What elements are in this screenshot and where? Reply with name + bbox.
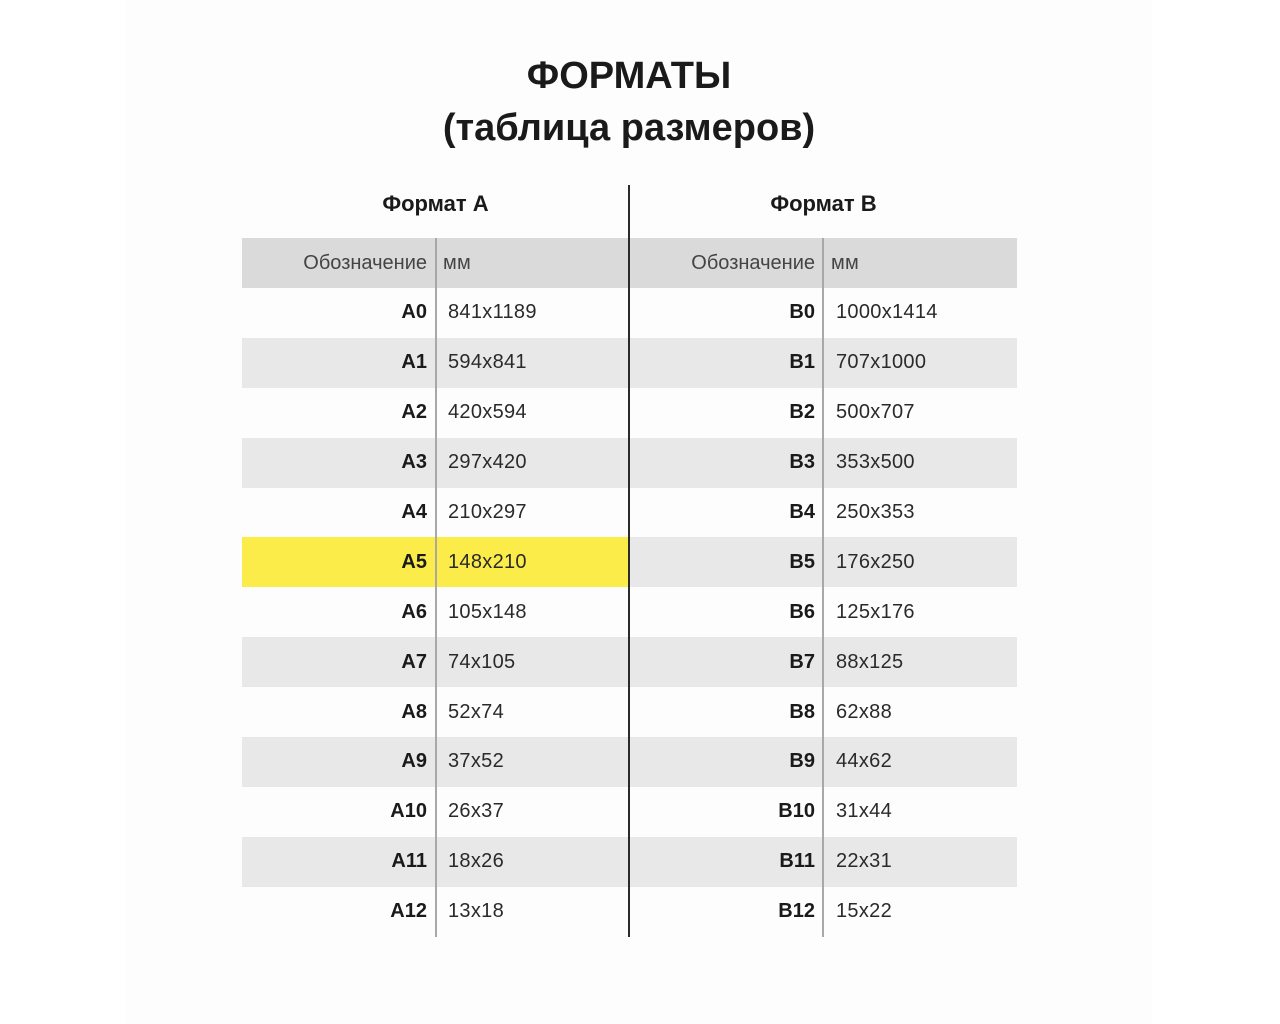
- format-code: B9: [789, 750, 815, 773]
- format-size: 52x74: [448, 700, 504, 723]
- format-size: 1000x1414: [836, 301, 938, 324]
- format-code: B2: [789, 401, 815, 424]
- format-size: 176x250: [836, 550, 915, 573]
- format-a-column-divider: [435, 238, 437, 937]
- format-code: A1: [401, 351, 427, 374]
- title-line-2: (таблица размеров): [442, 107, 816, 149]
- format-size: 353x500: [836, 451, 915, 474]
- format-size: 22x31: [836, 850, 892, 873]
- format-code: B5: [789, 550, 815, 573]
- format-size: 44x62: [836, 750, 892, 773]
- format-code: A6: [401, 600, 427, 623]
- format-size: 148x210: [448, 550, 527, 573]
- format-a-heading: Формат А: [382, 191, 489, 216]
- format-code: A3: [401, 451, 427, 474]
- format-code: B10: [778, 800, 815, 823]
- title-line-1: ФОРМАТЫ: [526, 55, 732, 97]
- format-size: 210x297: [448, 501, 527, 523]
- format-size: 841x1189: [448, 301, 537, 324]
- format-code: B4: [789, 501, 815, 523]
- format-code: B1: [789, 351, 815, 374]
- format-code: A8: [401, 700, 427, 723]
- format-code: A4: [401, 501, 427, 523]
- format-size: 26x37: [448, 800, 504, 823]
- format-code: B0: [789, 301, 815, 324]
- format-b-header-designation: Обозначение: [691, 251, 815, 274]
- format-code: A2: [401, 401, 427, 424]
- format-b-heading: Формат B: [770, 191, 877, 216]
- format-size: 37x52: [448, 750, 504, 773]
- format-size: 74x105: [448, 650, 516, 673]
- format-b-column-divider: [822, 238, 824, 937]
- format-code: B6: [789, 600, 815, 623]
- format-code: B7: [789, 650, 815, 673]
- format-size: 594x841: [448, 351, 527, 374]
- format-a-header-units: мм: [443, 251, 472, 274]
- format-size: 297x420: [448, 451, 527, 474]
- format-b-header-units: мм: [831, 251, 860, 274]
- format-size: 13x18: [448, 900, 504, 923]
- format-code: B12: [778, 900, 815, 923]
- format-size: 500x707: [836, 401, 915, 424]
- format-size: 105x148: [448, 600, 527, 623]
- format-code: B3: [789, 451, 815, 474]
- format-size: 250x353: [836, 501, 915, 523]
- format-code: A10: [390, 800, 427, 823]
- format-code: A11: [391, 850, 427, 873]
- format-code: A0: [401, 301, 427, 324]
- format-size: 31x44: [836, 800, 892, 823]
- format-code: B11: [779, 850, 815, 873]
- format-size: 15x22: [836, 900, 892, 923]
- format-code: A9: [401, 750, 427, 773]
- format-size: 420x594: [448, 401, 527, 424]
- format-code: A5: [401, 550, 427, 573]
- format-size: 125x176: [836, 600, 915, 623]
- format-a-header-designation: Обозначение: [303, 251, 427, 274]
- format-code: B8: [789, 700, 815, 723]
- format-code: A12: [390, 900, 427, 923]
- format-size: 707x1000: [836, 351, 927, 374]
- format-size: 62x88: [836, 700, 892, 723]
- center-divider: [628, 185, 630, 937]
- format-size: 18x26: [448, 850, 504, 873]
- format-code: A7: [401, 650, 427, 673]
- page-title: [0, 50, 1258, 154]
- format-size: 88x125: [836, 650, 904, 673]
